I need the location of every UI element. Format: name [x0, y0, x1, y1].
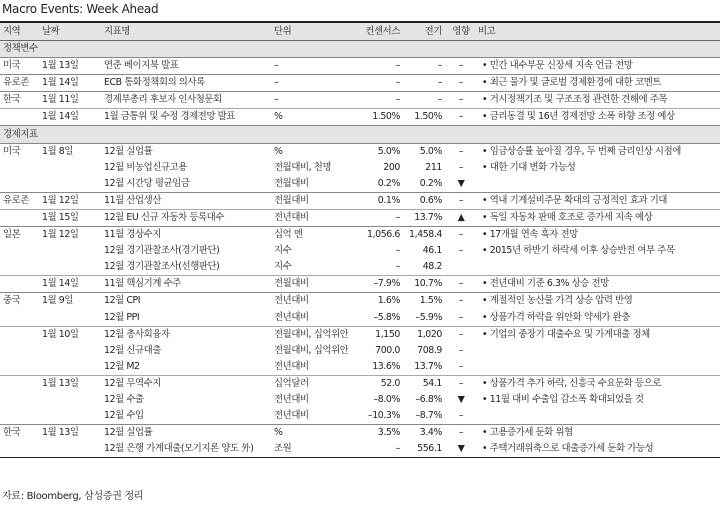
- cell-date: [40, 392, 102, 408]
- cell-prior: 0.6%: [404, 192, 446, 209]
- cell-note: [476, 160, 720, 176]
- cell-date: [40, 441, 102, 458]
- cell-consensus: –: [348, 92, 404, 109]
- cell-prior: 1,020: [404, 326, 446, 343]
- table-row: [0, 143, 720, 160]
- header-indicator: 지표명: [102, 22, 272, 41]
- note-text: 2015년 하반기 하락세 이후 상승반전 여부 주목: [489, 245, 675, 257]
- cell-note: [476, 326, 720, 343]
- cell-unit: 전년대비: [274, 311, 309, 323]
- table-row: [0, 192, 720, 209]
- cell-date: [40, 176, 102, 193]
- cell-date: 1월 9일: [40, 293, 102, 310]
- bullet-icon: •: [482, 245, 490, 257]
- cell-impact: –: [446, 227, 476, 244]
- cell-consensus: –: [395, 245, 400, 257]
- bullet-icon: •: [482, 328, 490, 340]
- cell-note: [476, 92, 720, 109]
- cell-impact: –: [446, 92, 476, 109]
- cell-indicator: 12월 실업률: [102, 425, 272, 442]
- cell-region: 미국: [0, 143, 40, 160]
- cell-date: 1월 14일: [40, 276, 102, 293]
- cell-indicator: 12월 총사회융자: [102, 326, 272, 343]
- cell-unit: 전월대비, 천명: [274, 161, 332, 173]
- cell-impact: –: [446, 293, 476, 310]
- cell-date: [40, 310, 102, 327]
- cell-consensus: –: [395, 261, 400, 273]
- cell-note: [476, 259, 720, 276]
- cell-indicator: 12월 은행 가계대출(모기지론 양도 外): [102, 441, 272, 458]
- bullet-icon: •: [482, 194, 490, 206]
- cell-consensus: 13.6%: [372, 360, 400, 372]
- cell-consensus: 0.1%: [348, 192, 404, 209]
- bullet-icon: •: [482, 295, 490, 307]
- table-row: [0, 109, 720, 126]
- table-body: [0, 41, 720, 458]
- cell-region: 유로존: [0, 75, 40, 92]
- cell-consensus: –8.0%: [373, 394, 400, 406]
- cell-note: [476, 441, 720, 458]
- cell-unit: 전년대비: [274, 410, 309, 422]
- cell-unit: 전년대비: [272, 293, 348, 310]
- cell-indicator: 12월 수입: [104, 410, 144, 422]
- cell-note: [476, 359, 720, 376]
- cell-consensus: 1,150: [348, 326, 404, 343]
- cell-consensus: –: [348, 209, 404, 226]
- note-text: 주택거래위축으로 대출증가세 둔화 가능성: [489, 443, 654, 455]
- cell-indicator: 12월 M2: [104, 360, 140, 372]
- table-row: [0, 227, 720, 244]
- macro-events-table: [0, 21, 720, 458]
- cell-unit: 십억달러: [272, 375, 348, 392]
- cell-impact: ▼: [457, 394, 465, 406]
- cell-impact: –: [458, 245, 464, 257]
- cell-note: [476, 392, 720, 408]
- bullet-icon: •: [482, 211, 490, 223]
- header-unit: 단위: [272, 22, 348, 41]
- cell-consensus: 1.6%: [348, 293, 404, 310]
- cell-unit: 십억 엔: [272, 227, 348, 244]
- cell-unit: 전월대비: [272, 276, 348, 293]
- cell-impact: –: [458, 311, 464, 323]
- cell-unit: –: [272, 92, 348, 109]
- cell-region: [0, 160, 40, 176]
- table-row: [0, 375, 720, 392]
- table-row: [0, 392, 720, 408]
- bullet-icon: •: [482, 377, 490, 389]
- cell-unit: 전년대비: [274, 394, 309, 406]
- table-row: [0, 160, 720, 176]
- header-date: 날짜: [40, 22, 102, 41]
- cell-indicator: 12월 PPI: [104, 311, 140, 323]
- note-text: 독일 자동차 판매 호조로 증가세 지속 예상: [489, 211, 653, 223]
- table-row: [0, 243, 720, 259]
- section-title: 경제지표: [0, 126, 720, 143]
- cell-unit: 조원: [272, 441, 348, 458]
- cell-note: [476, 58, 720, 75]
- cell-impact: [446, 259, 476, 276]
- cell-region: [0, 441, 40, 458]
- cell-region: [0, 310, 40, 327]
- cell-region: [0, 176, 40, 193]
- cell-note: [476, 227, 720, 244]
- note-text: 11월 대비 수출입 감소폭 확대되었을 것: [489, 394, 644, 406]
- note-text: 역내 기계설비주문 확대의 긍정적인 효과 기대: [489, 194, 668, 206]
- cell-impact: ▲: [446, 209, 476, 226]
- table-header-row: [0, 22, 720, 41]
- cell-region: 중국: [0, 293, 40, 310]
- cell-unit: 전년대비: [272, 209, 348, 226]
- note-text: 상품가격 추가 하락, 신흥국 수요둔화 등으로: [489, 377, 662, 389]
- table-row: [0, 58, 720, 75]
- cell-unit: 지수: [274, 245, 292, 257]
- cell-region: [0, 109, 40, 126]
- bullet-icon: •: [482, 394, 490, 406]
- cell-region: [0, 392, 40, 408]
- table-row: [0, 75, 720, 92]
- cell-region: [0, 408, 40, 425]
- cell-indicator: 12월 신규대출: [104, 344, 161, 356]
- cell-prior: 46.1: [422, 245, 442, 257]
- cell-impact: –: [446, 326, 476, 343]
- cell-region: [0, 343, 40, 359]
- cell-date: [40, 243, 102, 259]
- cell-indicator: 11월 핵심기계 수주: [102, 276, 272, 293]
- cell-region: 한국: [0, 92, 40, 109]
- source-note: 자료: Bloomberg, 삼성증권 정리: [2, 491, 144, 502]
- cell-date: 1월 13일: [40, 425, 102, 442]
- cell-note: [476, 75, 720, 92]
- table-row: [0, 209, 720, 226]
- cell-region: [0, 326, 40, 343]
- bullet-icon: •: [482, 278, 490, 290]
- cell-unit: 전월대비: [272, 192, 348, 209]
- table-row: [0, 310, 720, 327]
- cell-indicator: 12월 경기관찰조사(선행판단): [104, 261, 220, 273]
- cell-note: [476, 375, 720, 392]
- cell-impact: –: [458, 344, 464, 356]
- cell-date: 1월 12일: [40, 192, 102, 209]
- cell-date: [40, 359, 102, 376]
- cell-note: [476, 192, 720, 209]
- cell-date: 1월 10일: [40, 326, 102, 343]
- cell-impact: –: [446, 143, 476, 160]
- cell-unit: %: [272, 109, 348, 126]
- section-title: 정책변수: [0, 41, 720, 58]
- section-header-row: [0, 41, 720, 58]
- note-text: 상품가격 하락을 위안화 약세가 완충: [489, 311, 630, 323]
- cell-unit: 전월대비: [274, 177, 309, 189]
- cell-indicator: 12월 비농업신규고용: [104, 161, 187, 173]
- cell-consensus: –5.8%: [373, 311, 400, 323]
- table-row: [0, 259, 720, 276]
- cell-note: [476, 176, 720, 193]
- cell-indicator: 1월 금통위 및 수정 경제전망 발표: [102, 109, 272, 126]
- cell-unit: 전월대비, 십억위안: [274, 344, 348, 356]
- cell-region: [0, 375, 40, 392]
- cell-impact: –: [446, 425, 476, 442]
- note-text: 대한 기대 변화 가능성: [489, 161, 576, 173]
- cell-indicator: 연준 베이지북 발표: [102, 58, 272, 75]
- cell-region: 한국: [0, 425, 40, 442]
- cell-impact: –: [446, 58, 476, 75]
- cell-indicator: 12월 시간당 평균임금: [104, 177, 190, 189]
- cell-prior: 556.1: [404, 441, 446, 458]
- cell-impact: –: [458, 161, 464, 173]
- bullet-icon: •: [482, 77, 490, 89]
- cell-prior: –6.8%: [415, 394, 442, 406]
- cell-unit: %: [272, 425, 348, 442]
- cell-impact: –: [458, 360, 464, 372]
- bullet-icon: •: [482, 94, 490, 106]
- note-text: 전년대비 기준 6.3% 상승 전망: [489, 278, 609, 290]
- cell-indicator: 12월 CPI: [102, 293, 272, 310]
- note-text: 17개월 연속 흑자 전망: [489, 229, 578, 241]
- cell-note: [476, 310, 720, 327]
- table-row: [0, 276, 720, 293]
- note-text: 민간 내수부문 신장세 지속 언급 전망: [489, 60, 633, 72]
- cell-prior: 54.1: [404, 375, 446, 392]
- header-region: 지역: [0, 22, 40, 41]
- cell-prior: 1.50%: [404, 109, 446, 126]
- cell-prior: –: [404, 75, 446, 92]
- bullet-icon: •: [482, 443, 490, 455]
- cell-region: [0, 243, 40, 259]
- cell-region: 일본: [0, 227, 40, 244]
- cell-prior: 1.5%: [404, 293, 446, 310]
- table-row: [0, 441, 720, 458]
- table-row: [0, 92, 720, 109]
- cell-date: 1월 11일: [40, 92, 102, 109]
- bullet-icon: •: [482, 161, 490, 173]
- cell-date: [40, 408, 102, 425]
- cell-consensus: 200: [383, 161, 400, 173]
- cell-unit: –: [272, 75, 348, 92]
- cell-date: 1월 12일: [40, 227, 102, 244]
- cell-date: 1월 8일: [40, 143, 102, 160]
- cell-date: 1월 15일: [40, 209, 102, 226]
- table-row: [0, 343, 720, 359]
- cell-indicator: 12월 실업률: [102, 143, 272, 160]
- note-text: 고용증가세 둔화 위협: [489, 427, 573, 439]
- bullet-icon: •: [482, 60, 490, 72]
- bullet-icon: •: [482, 145, 490, 157]
- table-row: [0, 408, 720, 425]
- cell-region: [0, 209, 40, 226]
- note-text: 금리동결 및 16년 경제전망 소폭 하향 조정 예상: [489, 111, 675, 123]
- cell-date: 1월 13일: [40, 58, 102, 75]
- cell-indicator: 11월 경상수지: [102, 227, 272, 244]
- cell-consensus: –: [348, 75, 404, 92]
- cell-prior: –8.7%: [415, 410, 442, 422]
- cell-consensus: 1,056.6: [348, 227, 404, 244]
- header-note: 비고: [476, 22, 720, 41]
- cell-consensus: 5.0%: [348, 143, 404, 160]
- cell-consensus: –: [348, 58, 404, 75]
- cell-unit: %: [272, 143, 348, 160]
- cell-impact: –: [458, 410, 464, 422]
- section-header-row: [0, 126, 720, 143]
- cell-date: 1월 14일: [40, 75, 102, 92]
- cell-consensus: –7.9%: [348, 276, 404, 293]
- bullet-icon: •: [482, 229, 490, 241]
- cell-date: [40, 259, 102, 276]
- cell-consensus: 1.50%: [348, 109, 404, 126]
- cell-indicator: 경제부총리 후보자 인사청문회: [102, 92, 272, 109]
- cell-impact: –: [446, 375, 476, 392]
- cell-note: [476, 408, 720, 425]
- cell-unit: 전년대비: [274, 360, 309, 372]
- cell-prior: 13.7%: [414, 360, 442, 372]
- cell-impact: –: [446, 109, 476, 126]
- page-title: Macro Events: Week Ahead: [2, 2, 159, 16]
- cell-note: [476, 243, 720, 259]
- cell-consensus: 700.0: [375, 344, 400, 356]
- table-row: [0, 176, 720, 193]
- cell-indicator: 12월 무역수지: [102, 375, 272, 392]
- cell-impact: –: [446, 276, 476, 293]
- cell-note: [476, 209, 720, 226]
- cell-note: [476, 293, 720, 310]
- cell-prior: –: [404, 92, 446, 109]
- header-impact: 영향: [446, 22, 476, 41]
- cell-note: [476, 109, 720, 126]
- cell-impact: –: [446, 75, 476, 92]
- cell-consensus: –: [348, 441, 404, 458]
- table-row: [0, 359, 720, 376]
- cell-region: 미국: [0, 58, 40, 75]
- cell-impact: –: [446, 192, 476, 209]
- cell-impact: ▼: [457, 177, 465, 189]
- cell-prior: 10.7%: [404, 276, 446, 293]
- cell-prior: 708.9: [417, 344, 442, 356]
- cell-indicator: 12월 EU 신규 자동차 등록대수: [102, 209, 272, 226]
- cell-prior: 13.7%: [404, 209, 446, 226]
- cell-region: 유로존: [0, 192, 40, 209]
- cell-indicator: ECB 통화정책회의 의사록: [102, 75, 272, 92]
- cell-note: [476, 425, 720, 442]
- note-text: 계절적인 농산물 가격 상승 압력 반영: [489, 295, 633, 307]
- header-consensus: 컨센서스: [348, 22, 404, 41]
- cell-note: [476, 343, 720, 359]
- header-prior: 전기: [404, 22, 446, 41]
- bullet-icon: •: [482, 311, 490, 323]
- cell-prior: 3.4%: [404, 425, 446, 442]
- cell-region: [0, 259, 40, 276]
- cell-prior: 1,458.4: [404, 227, 446, 244]
- table-row: [0, 293, 720, 310]
- cell-region: [0, 359, 40, 376]
- cell-indicator: 11월 산업생산: [102, 192, 272, 209]
- cell-date: [40, 160, 102, 176]
- note-text: 임금상승률 높아질 경우, 두 번째 금리인상 시점에: [489, 145, 681, 157]
- cell-prior: 48.2: [422, 261, 442, 273]
- cell-prior: –: [404, 58, 446, 75]
- cell-region: [0, 276, 40, 293]
- cell-indicator: 12월 수출: [104, 394, 144, 406]
- cell-prior: –5.9%: [415, 311, 442, 323]
- cell-unit: 지수: [274, 261, 292, 273]
- table-row: [0, 326, 720, 343]
- cell-consensus: 52.0: [348, 375, 404, 392]
- cell-unit: 전월대비, 십억위안: [272, 326, 348, 343]
- cell-note: [476, 143, 720, 160]
- cell-consensus: 0.2%: [377, 177, 400, 189]
- cell-prior: 211: [425, 161, 442, 173]
- cell-consensus: 3.5%: [348, 425, 404, 442]
- cell-date: 1월 13일: [40, 375, 102, 392]
- cell-consensus: –10.3%: [367, 410, 400, 422]
- cell-note: [476, 276, 720, 293]
- note-text: 최근 물가 및 글로벌 경제환경에 대한 코멘트: [489, 77, 662, 89]
- note-text: 기업의 중장기 대출수요 및 가계대출 정체: [489, 328, 650, 340]
- table-row: [0, 425, 720, 442]
- bullet-icon: •: [482, 427, 490, 439]
- cell-date: [40, 343, 102, 359]
- cell-impact: ▼: [446, 441, 476, 458]
- cell-prior: 5.0%: [404, 143, 446, 160]
- cell-prior: 0.2%: [419, 177, 442, 189]
- cell-date: 1월 14일: [40, 109, 102, 126]
- cell-unit: –: [272, 58, 348, 75]
- cell-indicator: 12월 경기관찰조사(경기판단): [104, 245, 220, 257]
- note-text: 거시정책기조 및 구조조정 관련한 견해에 주목: [489, 94, 668, 106]
- bullet-icon: •: [482, 111, 490, 123]
